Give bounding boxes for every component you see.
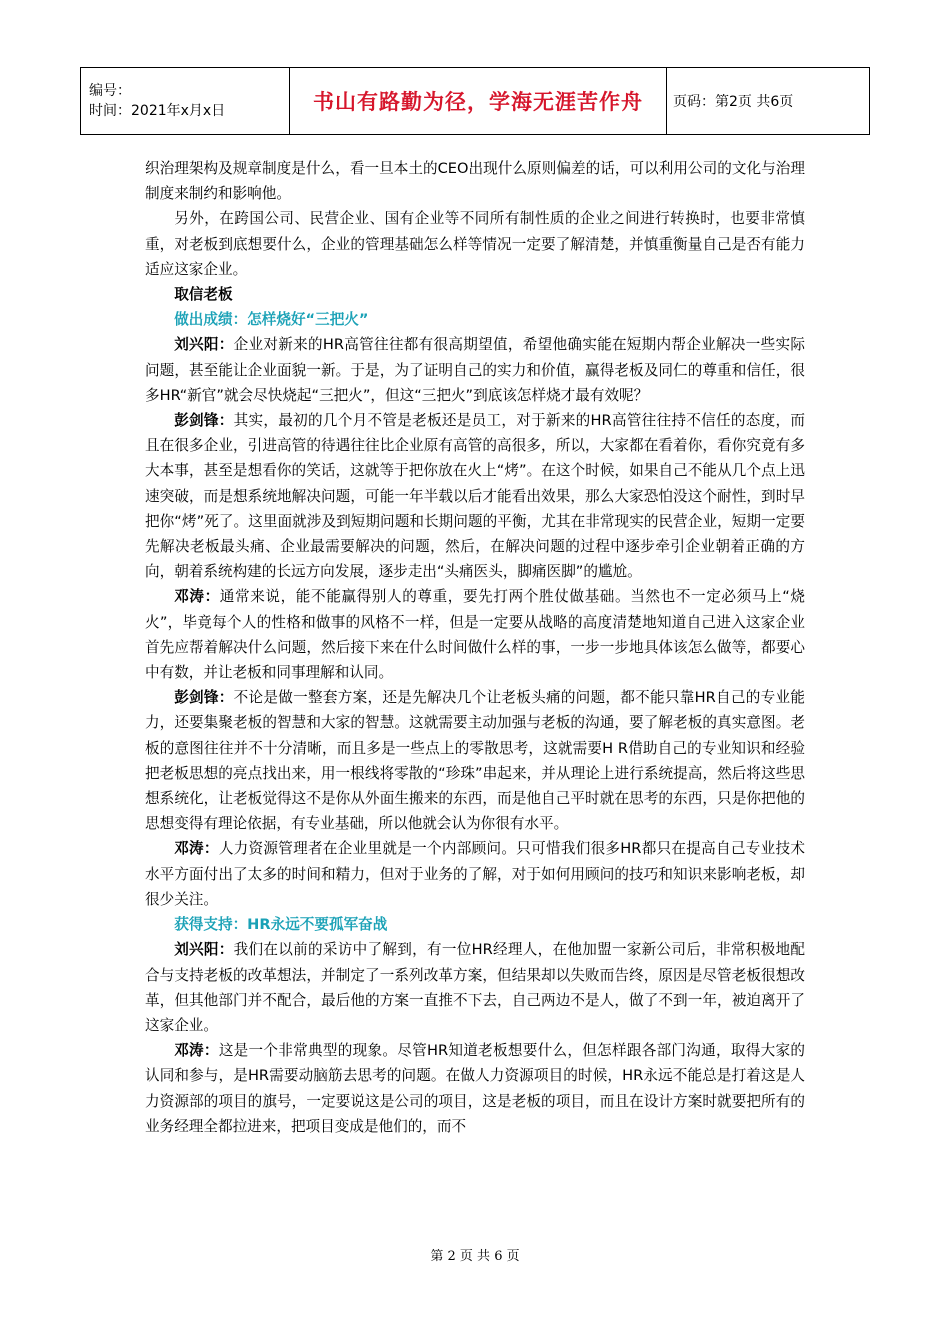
header-page-info: 页码：第2页 共6页 — [667, 68, 870, 135]
header-motto: 书山有路勤为径，学海无涯苦作舟 — [290, 68, 667, 135]
speaker-name: 刘兴阳： — [174, 941, 234, 959]
header-left-cell — [81, 68, 290, 135]
dialogue-paragraph — [145, 584, 805, 685]
dialogue-text: 不论是做一整套方案，还是先解决几个让老板头痛的问题，都不能只靠HR自己的专业能力，还要集聚老板的智慧和大家的智慧。这就需要主动加强与老板的沟通，要了解老板的真实意图。老板的意图往往并不十分清晰，而且多是一些点上的零散思考，这就需要H R借助自己的专业知识和经验把老板思想的亮点找出来，用一根线将零散的“珍珠”串起来，并从理论上进行系统提高，然后将这些思想系统化，让老板觉得这不是你从外面生搬来的东西，而是他自己平时就在思考的东西，只是你把他的思想变得有理论依据，有专业基础，所以他就会认为你很有水平。 — [145, 689, 805, 833]
dialogue-paragraph — [145, 1038, 805, 1139]
dialogue-paragraph — [145, 685, 805, 836]
speaker-name: 刘兴阳： — [174, 336, 234, 354]
dialogue-text: 我们在以前的采访中了解到，有一位HR经理人，在他加盟一家新公司后，非常积极地配合与支持老板的改革想法，并制定了一系列改革方案，但结果却以失败而告终，原因是尽管老板很想改革，但其他部门并不配合，最后他的方案一直推不下去，自己两边不是人，做了不到一年，被迫离开了这家企业。 — [145, 941, 805, 1034]
dialogue-text: 通常来说，能不能赢得别人的尊重，要先打两个胜仗做基础。当然也不一定必须马上“烧火”，毕竟每个人的性格和做事的风格不一样，但是一定要从战略的高度清楚地知道自己进入这家企业首先应帮着解决什么问题，然后接下来在什么时间做什么样的事，一步一步地具体该怎么做等，都要心中有数，并让老板和同事理解和认同。 — [145, 588, 805, 682]
paragraph: 织治理架构及规章制度是什么，看一旦本土的CEO出现什么原则偏差的话，可以利用公司的文化与治理制度来制约和影响他。 — [145, 160, 805, 203]
speaker-name: 邓涛： — [174, 840, 219, 858]
dialogue-text: 这是一个非常典型的现象。尽管HR知道老板想要什么，但怎样跟各部门沟通，取得大家的认同和参与，是HR需要动脑筋去思考的问题。在做人力资源项目的时候，HR永远不能总是打着这是人力资源部的项目的旗号，一定要说这是公司的项目，这是老板的项目，而且在设计方案时就要把所有的业务经理全都拉进来，把项目变成是他们的，而不 — [145, 1042, 805, 1135]
page-footer: 第 2 页 共 6 页 — [430, 1249, 520, 1264]
document-number-label: 编号： — [89, 83, 131, 99]
speaker-name: 邓涛： — [174, 588, 220, 606]
section-heading: 取信老板 — [174, 286, 233, 304]
dialogue-text: 其实，最初的几个月不管是老板还是员工，对于新来的HR高管往往持不信任的态度，而且在很多企业，引进高管的待遇往往比企业原有高管的高很多，所以，大家都在看着你，看你究竟有多大本事，甚至是想看你的笑话，这就等于把你放在火上“烤”。在这个时候，如果自己不能从几个点上迅速突破，而是想系统地解决问题，可能一年半载以后才能看出效果，那么大家恐怕没这个耐性，到时早把你“烤”死了。这里面就涉及到短期问题和长期问题的平衡，尤其在非常现实的民营企业，短期一定要先解决老板最头痛、企业最需要解决的问题，然后，在解决问题的过程中逐步牵引企业朝着正确的方向，朝着系统构建的长远方向发展，逐步走出“头痛医头，脚痛医脚”的尴尬。 — [145, 412, 805, 581]
dialogue-text: 企业对新来的HR高管往往都有很高期望值，希望他确实能在短期内帮企业解决一些实际问题，甚至能让企业面貌一新。于是，为了证明自己的实力和价值，赢得老板及同仁的尊重和信任，很多HR“新官”就会尽快烧起“三把火”，但这“三把火”到底该怎样烧才最有效呢？ — [145, 336, 805, 404]
speaker-name: 彭剑锋： — [174, 689, 234, 707]
speaker-name: 彭剑锋： — [174, 412, 234, 430]
dialogue-paragraph — [145, 836, 805, 912]
speaker-name: 邓涛： — [174, 1042, 219, 1060]
dialogue-paragraph — [145, 937, 805, 1038]
document-time-label: 时间：2021年x月x日 — [89, 103, 226, 119]
paragraph: 另外，在跨国公司、民营企业、国有企业等不同所有制性质的企业之间进行转换时，也要非常慎重，对老板到底想要什么，企业的管理基础怎么样等情况一定要了解清楚，并慎重衡量自己是否有能力适应这家企业。 — [145, 210, 805, 278]
page-header — [80, 67, 870, 135]
subsection-heading: 获得支持：HR永远不要孤军奋战 — [174, 916, 388, 934]
dialogue-text: 人力资源管理者在企业里就是一个内部顾问。只可惜我们很多HR都只在提高自己专业技术水平方面付出了太多的时间和精力，但对于业务的了解，对于如何用顾问的技巧和知识来影响老板，却很少关注。 — [145, 840, 805, 908]
subsection-heading: 做出成绩：怎样烧好“三把火” — [174, 311, 369, 329]
document-body — [145, 156, 805, 1139]
dialogue-paragraph — [145, 408, 805, 584]
dialogue-paragraph — [145, 332, 805, 408]
